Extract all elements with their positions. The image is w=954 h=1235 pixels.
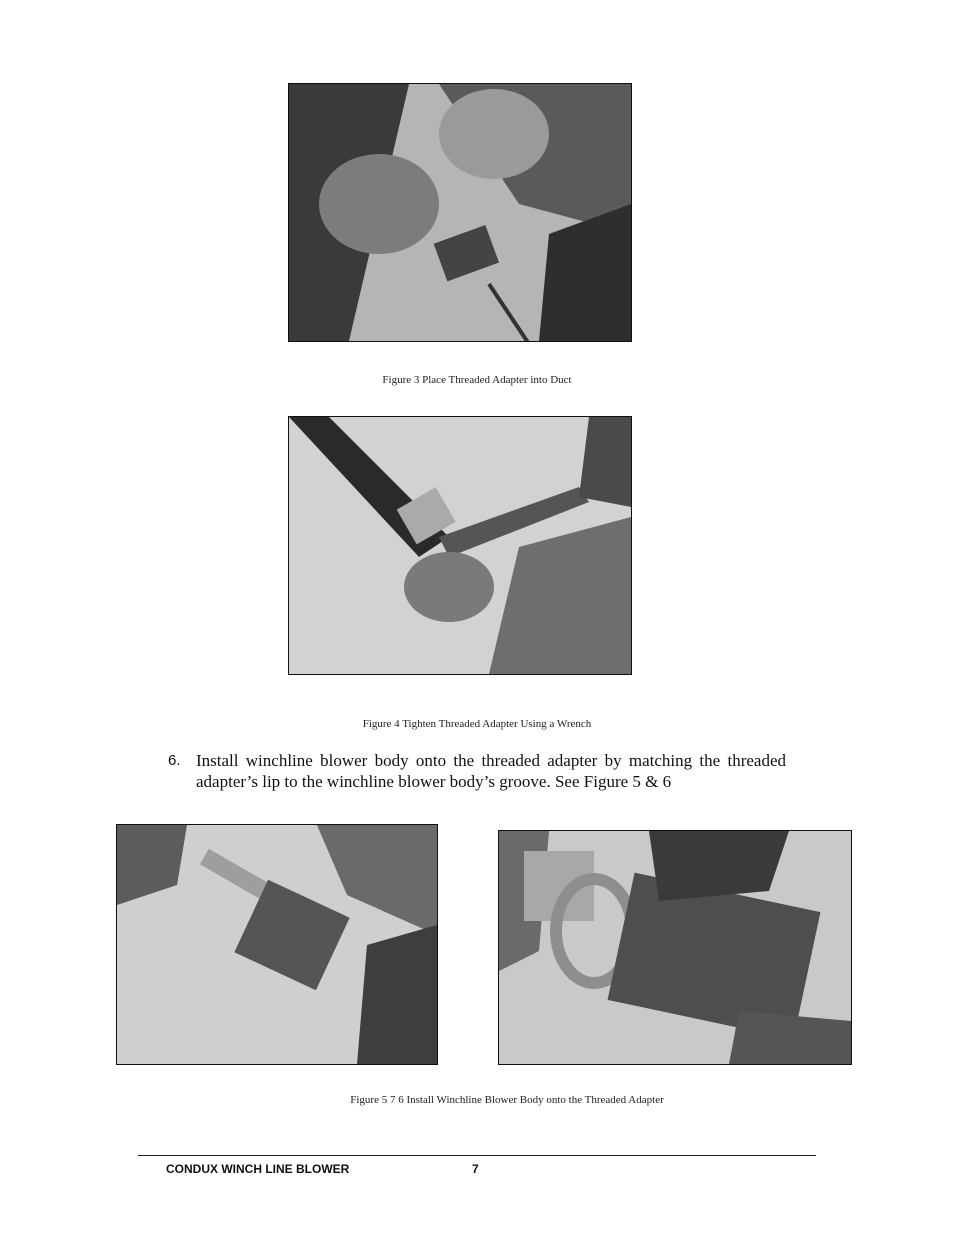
footer-rule — [138, 1155, 816, 1156]
figure-5-6-caption: Figure 5 7 6 Install Winchline Blower Body onto the Threaded Adapter — [350, 1094, 664, 1106]
page-number: 7 — [472, 1162, 479, 1176]
figure-3-caption: Figure 3 Place Threaded Adapter into Duct — [382, 374, 572, 386]
step-text: Install winchline blower body onto the threaded adapter by matching the threaded adapter’s lip to the winchline blower body’s groove. See Figure 5 & 6 — [196, 751, 786, 791]
figure-6-photo — [498, 830, 852, 1065]
figure-5-photo — [116, 824, 438, 1065]
step-6 — [168, 750, 786, 792]
figure-4-caption: Figure 4 Tighten Threaded Adapter Using a Wrench — [362, 718, 592, 730]
step-number: 6. — [168, 752, 181, 769]
figure-4-photo — [288, 416, 632, 675]
figure-3-photo — [288, 83, 632, 342]
footer-title: CONDUX WINCH LINE BLOWER — [166, 1162, 350, 1176]
